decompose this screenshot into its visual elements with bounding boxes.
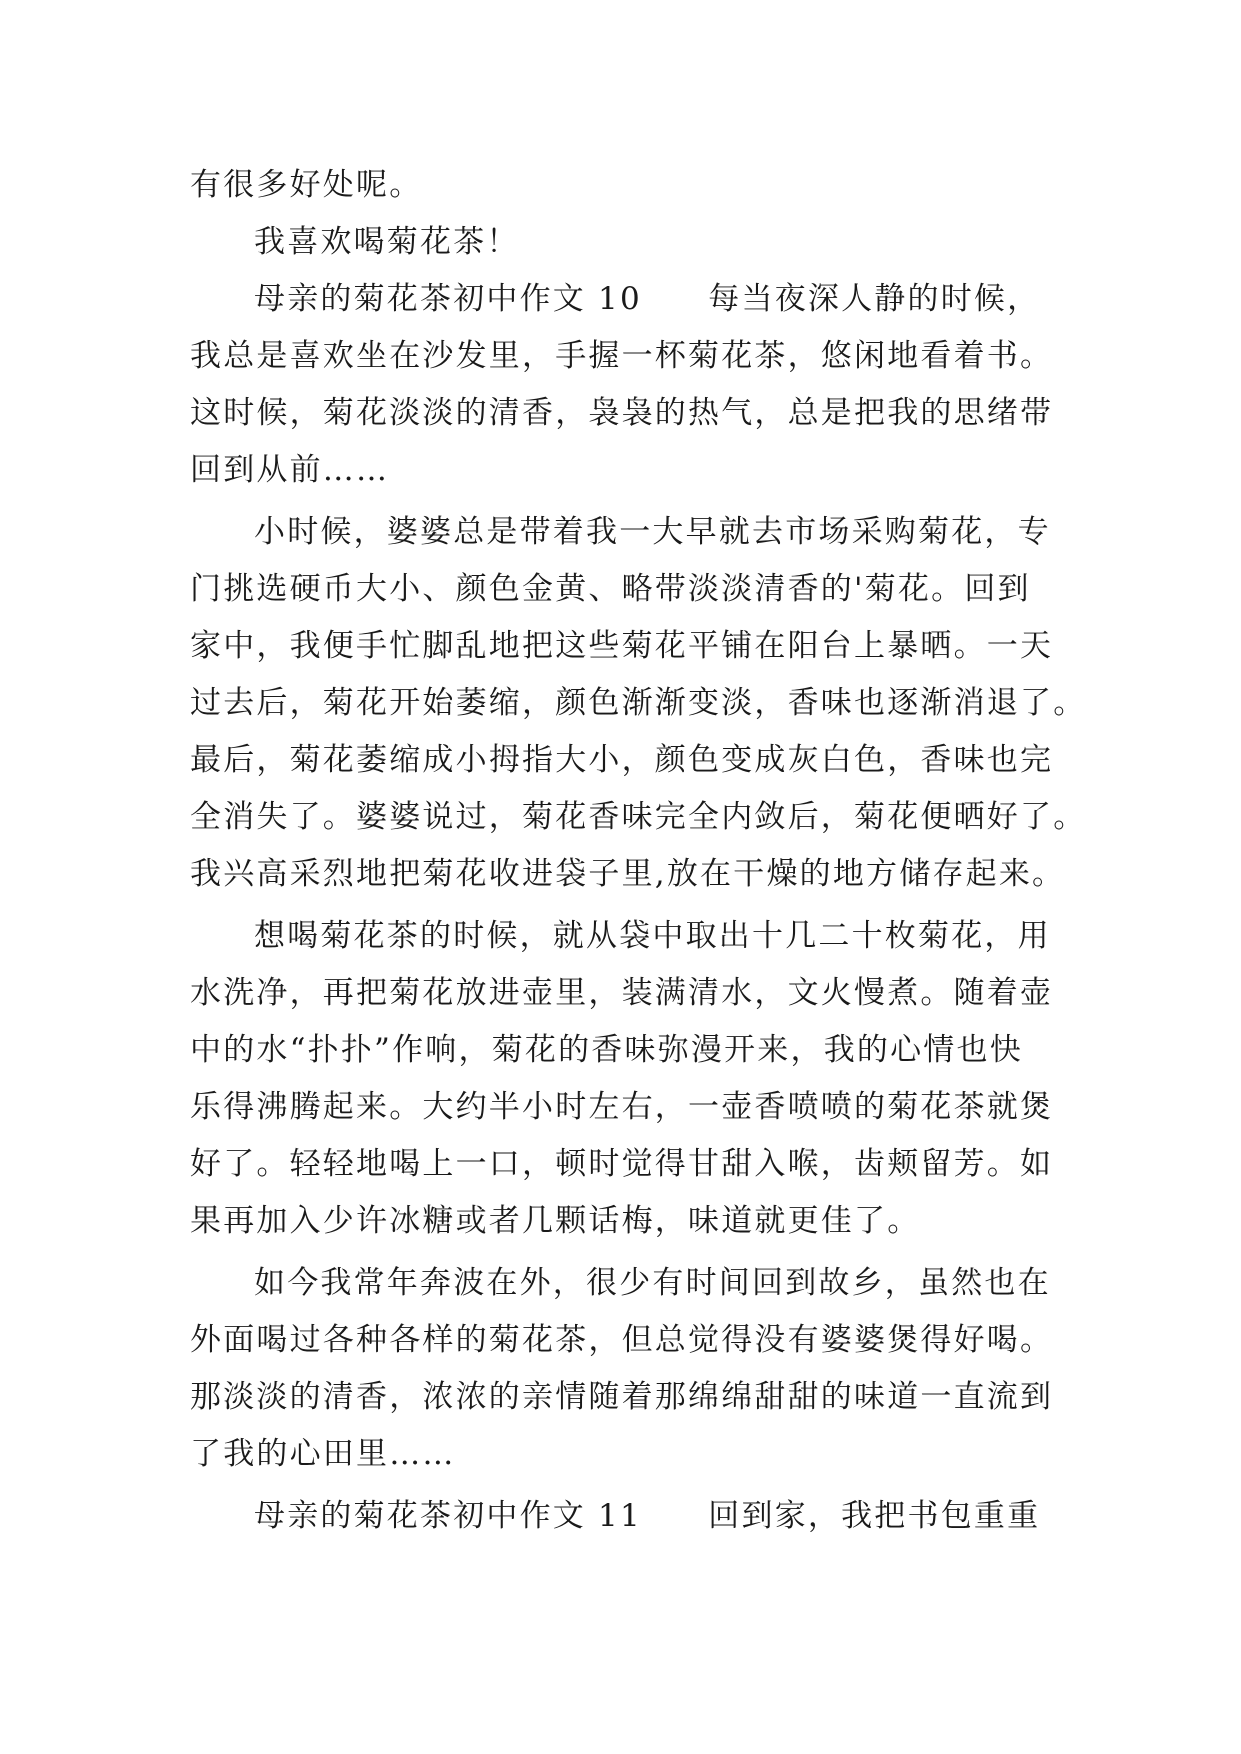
text-line: 门挑选硬币大小、颜色金黄、略带淡淡清香的'菊花。回到 xyxy=(190,571,1031,607)
text-line: 有很多好处呢。 xyxy=(190,167,423,203)
text-line: 中的水“扑扑”作响，菊花的香味弥漫开来，我的心情也快 xyxy=(190,1032,1023,1068)
essay-heading-11: 母亲的菊花茶初中作文 11 回到家，我把书包重重 xyxy=(254,1498,1041,1534)
text-line: 好了。轻轻地喝上一口，顿时觉得甘甜入喉，齿颊留芳。如 xyxy=(190,1146,1054,1182)
text-line: 我兴高采烈地把菊花收进袋子里,放在干燥的地方储存起来。 xyxy=(190,856,1066,892)
text-line: 我总是喜欢坐在沙发里，手握一杯菊花茶，悠闲地看着书。 xyxy=(190,338,1054,374)
text-line: 如今我常年奔波在外，很少有时间回到故乡，虽然也在 xyxy=(254,1265,1051,1301)
text-line: 水洗净，再把菊花放进壶里，装满清水，文火慢煮。随着壶 xyxy=(190,975,1054,1011)
text-line: 那淡淡的清香，浓浓的亲情随着那绵绵甜甜的味道一直流到 xyxy=(190,1379,1054,1415)
text-line: 过去后，菊花开始萎缩，颜色渐渐变淡，香味也逐渐消退了。 xyxy=(190,685,1087,721)
text-line: 外面喝过各种各样的菊花茶，但总觉得没有婆婆煲得好喝。 xyxy=(190,1322,1054,1358)
text-line: 家中，我便手忙脚乱地把这些菊花平铺在阳台上暴晒。一天 xyxy=(190,628,1054,664)
text-line: 最后，菊花萎缩成小拇指大小，颜色变成灰白色，香味也完 xyxy=(190,742,1054,778)
text-line: 我喜欢喝菊花茶！ xyxy=(254,224,520,260)
text-line: 果再加入少许冰糖或者几颗话梅，味道就更佳了。 xyxy=(190,1203,921,1239)
text-line: 回到从前…… xyxy=(190,452,390,488)
text-line: 全消失了。婆婆说过，菊花香味完全内敛后，菊花便晒好了。 xyxy=(190,799,1087,835)
text-line: 乐得沸腾起来。大约半小时左右，一壶香喷喷的菊花茶就煲 xyxy=(190,1089,1054,1125)
text-line: 这时候，菊花淡淡的清香，袅袅的热气，总是把我的思绪带 xyxy=(190,395,1054,431)
text-line: 想喝菊花茶的时候，就从袋中取出十几二十枚菊花，用 xyxy=(254,918,1051,954)
essay-heading-10: 母亲的菊花茶初中作文 10 每当夜深人静的时候， xyxy=(254,281,1041,317)
text-line: 小时候，婆婆总是带着我一大早就去市场采购菊花，专 xyxy=(254,514,1051,550)
text-line: 了我的心田里…… xyxy=(190,1436,456,1472)
